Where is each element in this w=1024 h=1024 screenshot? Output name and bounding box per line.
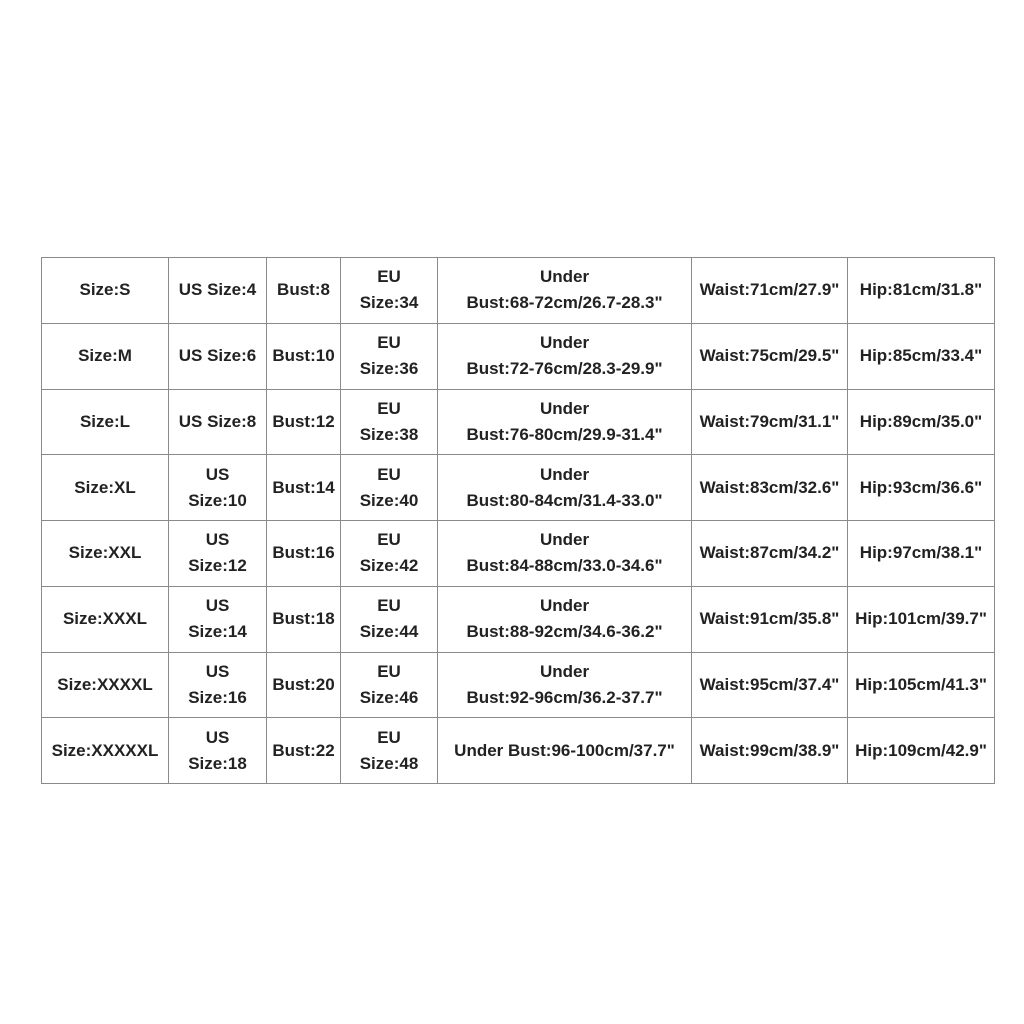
eu-size-cell: EU Size:42	[341, 521, 438, 587]
hip-cell: Hip:89cm/35.0"	[848, 389, 995, 455]
bust-cell: Bust:10	[267, 323, 341, 389]
bust-cell: Bust:18	[267, 586, 341, 652]
hip-cell: Hip:101cm/39.7"	[848, 586, 995, 652]
size-chart-table	[41, 257, 995, 784]
size-cell: Size:XL	[42, 455, 169, 521]
table-row	[42, 521, 995, 587]
table-row	[42, 718, 995, 784]
table-row	[42, 258, 995, 324]
table-row	[42, 586, 995, 652]
under-bust-cell: Under Bust:92-96cm/36.2-37.7"	[438, 652, 692, 718]
under-bust-cell: Under Bust:68-72cm/26.7-28.3"	[438, 258, 692, 324]
size-cell: Size:XXXXL	[42, 652, 169, 718]
bust-cell: Bust:20	[267, 652, 341, 718]
eu-size-cell: EU Size:34	[341, 258, 438, 324]
us-size-cell: US Size:16	[169, 652, 267, 718]
hip-cell: Hip:109cm/42.9"	[848, 718, 995, 784]
waist-cell: Waist:95cm/37.4"	[692, 652, 848, 718]
waist-cell: Waist:71cm/27.9"	[692, 258, 848, 324]
table-row	[42, 323, 995, 389]
table-row	[42, 389, 995, 455]
size-cell: Size:XXXL	[42, 586, 169, 652]
size-chart-body	[42, 258, 995, 784]
eu-size-cell: EU Size:44	[341, 586, 438, 652]
under-bust-cell: Under Bust:76-80cm/29.9-31.4"	[438, 389, 692, 455]
us-size-cell: US Size:4	[169, 258, 267, 324]
hip-cell: Hip:85cm/33.4"	[848, 323, 995, 389]
size-cell: Size:XXXXXL	[42, 718, 169, 784]
size-cell: Size:XXL	[42, 521, 169, 587]
size-cell: Size:M	[42, 323, 169, 389]
waist-cell: Waist:87cm/34.2"	[692, 521, 848, 587]
bust-cell: Bust:22	[267, 718, 341, 784]
bust-cell: Bust:14	[267, 455, 341, 521]
eu-size-cell: EU Size:48	[341, 718, 438, 784]
hip-cell: Hip:97cm/38.1"	[848, 521, 995, 587]
eu-size-cell: EU Size:36	[341, 323, 438, 389]
us-size-cell: US Size:8	[169, 389, 267, 455]
bust-cell: Bust:8	[267, 258, 341, 324]
waist-cell: Waist:91cm/35.8"	[692, 586, 848, 652]
table-row	[42, 652, 995, 718]
us-size-cell: US Size:12	[169, 521, 267, 587]
hip-cell: Hip:105cm/41.3"	[848, 652, 995, 718]
eu-size-cell: EU Size:40	[341, 455, 438, 521]
waist-cell: Waist:99cm/38.9"	[692, 718, 848, 784]
us-size-cell: US Size:18	[169, 718, 267, 784]
table-row	[42, 455, 995, 521]
waist-cell: Waist:79cm/31.1"	[692, 389, 848, 455]
bust-cell: Bust:16	[267, 521, 341, 587]
eu-size-cell: EU Size:38	[341, 389, 438, 455]
waist-cell: Waist:83cm/32.6"	[692, 455, 848, 521]
size-cell: Size:L	[42, 389, 169, 455]
hip-cell: Hip:81cm/31.8"	[848, 258, 995, 324]
size-cell: Size:S	[42, 258, 169, 324]
under-bust-cell: Under Bust:88-92cm/34.6-36.2"	[438, 586, 692, 652]
us-size-cell: US Size:10	[169, 455, 267, 521]
us-size-cell: US Size:14	[169, 586, 267, 652]
under-bust-cell: Under Bust:84-88cm/33.0-34.6"	[438, 521, 692, 587]
bust-cell: Bust:12	[267, 389, 341, 455]
under-bust-cell: Under Bust:80-84cm/31.4-33.0"	[438, 455, 692, 521]
under-bust-cell: Under Bust:72-76cm/28.3-29.9"	[438, 323, 692, 389]
waist-cell: Waist:75cm/29.5"	[692, 323, 848, 389]
us-size-cell: US Size:6	[169, 323, 267, 389]
eu-size-cell: EU Size:46	[341, 652, 438, 718]
hip-cell: Hip:93cm/36.6"	[848, 455, 995, 521]
under-bust-cell: Under Bust:96-100cm/37.7"	[438, 718, 692, 784]
